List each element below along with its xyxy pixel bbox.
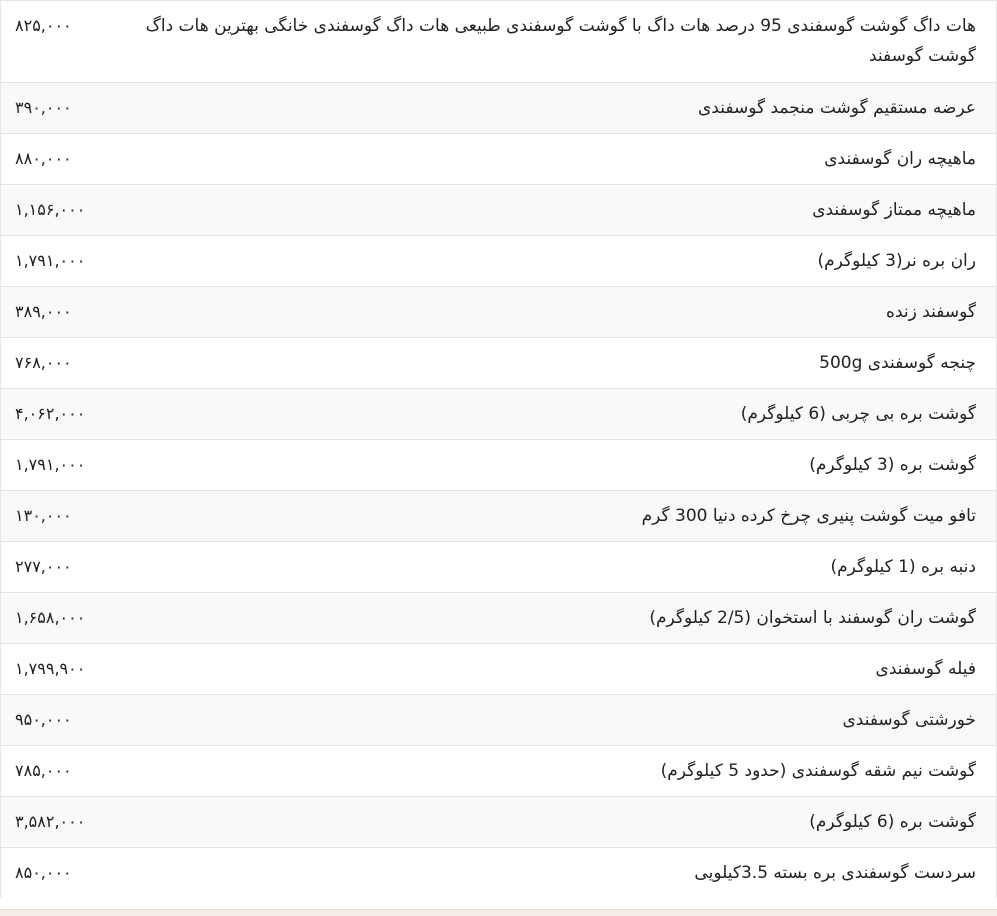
- product-name: هات داگ گوشت گوسفندی 95 درصد هات داگ با گوشت گوسفندی طبیعی هات داگ گوسفندی خانگی بهترین هات داگ گوشت گوسفند: [145, 16, 976, 66]
- product-name: ماهیچه ممتاز گوسفندی: [812, 200, 976, 220]
- product-name: گوشت بره بی چربی (6 کیلوگرم): [740, 404, 976, 424]
- product-name: سردست گوسفندی بره بسته 3.5کیلویی: [694, 863, 976, 883]
- table-row: [1, 134, 996, 185]
- product-name: چنجه گوسفندی 500g: [819, 353, 976, 373]
- product-price: ۸۸۰,۰۰۰: [15, 149, 72, 168]
- table-row: [1, 695, 996, 746]
- product-price: ۱,۷۹۱,۰۰۰: [15, 455, 86, 474]
- product-price: ۸۵۰,۰۰۰: [15, 863, 72, 882]
- product-price: ۱,۷۹۹,۹۰۰: [15, 659, 86, 678]
- product-price: ۱,۷۹۱,۰۰۰: [15, 251, 86, 270]
- table-row: [1, 185, 996, 236]
- product-price: ۳۸۹,۰۰۰: [15, 302, 72, 321]
- table-row: [1, 1, 996, 83]
- product-price: ۴,۰۶۲,۰۰۰: [15, 404, 86, 423]
- table-row: [1, 389, 996, 440]
- product-price: ۷۶۸,۰۰۰: [15, 353, 72, 372]
- table-row: [1, 440, 996, 491]
- table-row: [1, 848, 996, 899]
- product-name: ران بره نر(3 کیلوگرم): [817, 251, 976, 271]
- product-price: ۷۸۵,۰۰۰: [15, 761, 72, 780]
- table-row: [1, 593, 996, 644]
- product-price: ۱,۶۵۸,۰۰۰: [15, 608, 86, 627]
- price-table: [1, 0, 996, 898]
- table-row: [1, 644, 996, 695]
- table-row: [1, 746, 996, 797]
- table-row: [1, 236, 996, 287]
- product-price: ۳۹۰,۰۰۰: [15, 98, 72, 117]
- product-name: دنبه بره (1 کیلوگرم): [830, 557, 976, 577]
- product-price: ۳,۵۸۲,۰۰۰: [15, 812, 86, 831]
- product-name: ماهیچه ران گوسفندی: [824, 149, 976, 169]
- table-row: [1, 338, 996, 389]
- product-name: تافو میت گوشت پنیری چرخ کرده دنیا 300 گرم: [641, 506, 976, 526]
- product-price: ۲۷۷,۰۰۰: [15, 557, 72, 576]
- product-name: گوشت نیم شقه گوسفندی (حدود 5 کیلوگرم): [660, 761, 976, 781]
- product-price: ۸۲۵,۰۰۰: [15, 16, 72, 35]
- table-row: [1, 83, 996, 134]
- product-name: فیله گوسفندی: [875, 659, 976, 679]
- product-name: گوشت ران گوسفند با استخوان (2/5 کیلوگرم): [649, 608, 976, 628]
- table-row: [1, 287, 996, 338]
- product-price: ۱,۱۵۶,۰۰۰: [15, 200, 86, 219]
- product-price: ۹۵۰,۰۰۰: [15, 710, 72, 729]
- product-name: گوشت بره (6 کیلوگرم): [809, 812, 976, 832]
- product-name: خورشتی گوسفندی: [842, 710, 976, 730]
- product-price: ۱۳۰,۰۰۰: [15, 506, 72, 525]
- product-name: گوشت بره (3 کیلوگرم): [809, 455, 976, 475]
- table-row: [1, 542, 996, 593]
- product-name: گوسفند زنده: [886, 302, 976, 322]
- table-row: [1, 797, 996, 848]
- product-name: عرضه مستقیم گوشت منجمد گوسفندی: [698, 98, 976, 118]
- table-row: [1, 491, 996, 542]
